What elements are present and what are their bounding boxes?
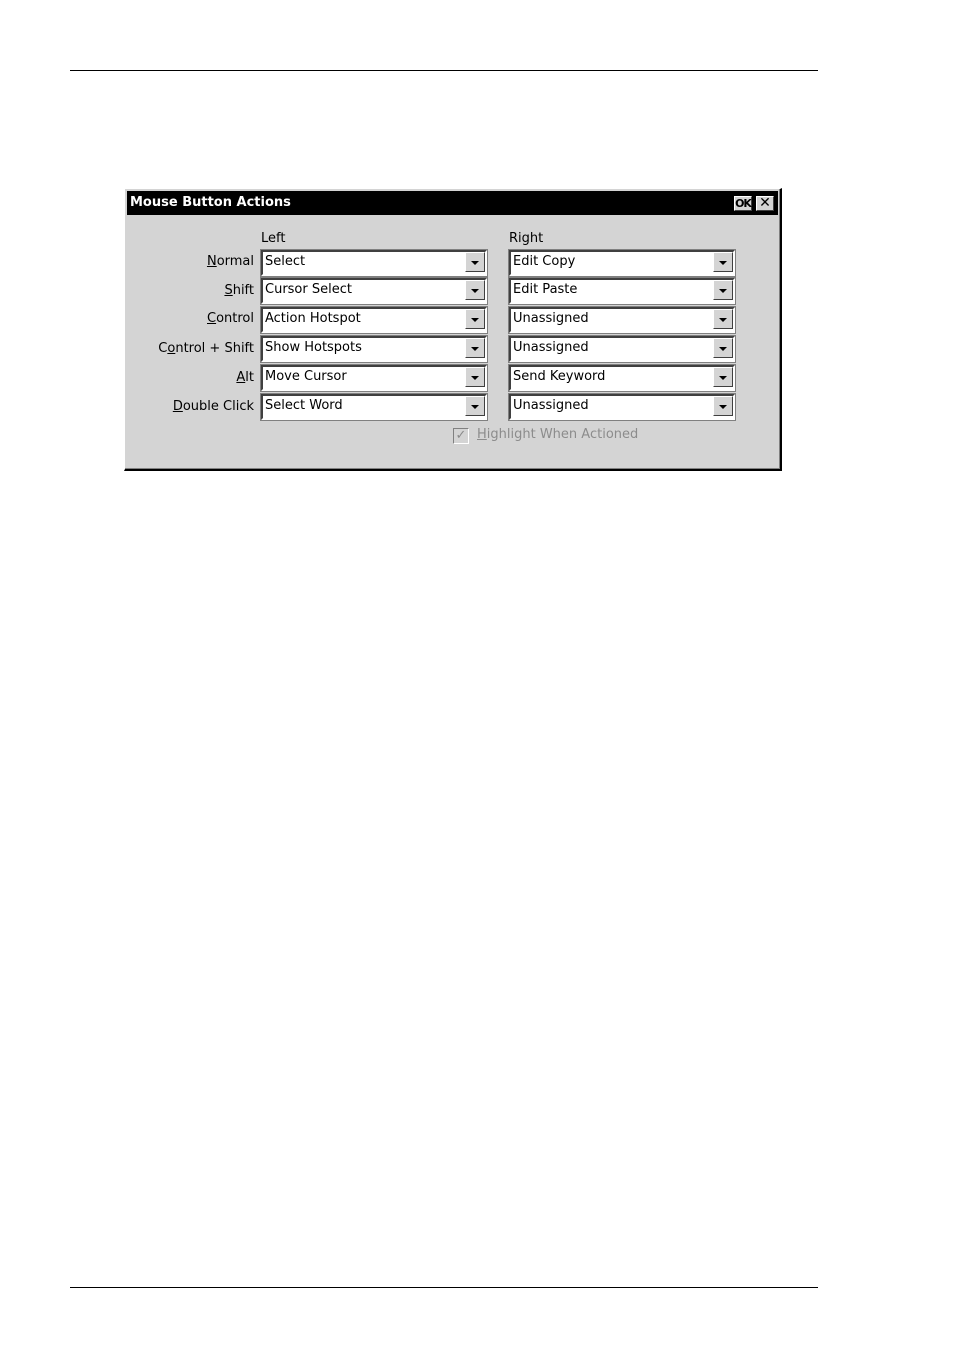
shift-right-value: Edit Paste <box>513 282 578 297</box>
row-label-control-shift-rest: ntrol + Shift <box>175 341 254 356</box>
alt-left-select[interactable] <box>261 365 487 391</box>
dialog-titlebar[interactable] <box>127 191 778 215</box>
normal-right-select[interactable] <box>509 250 735 276</box>
top-rule <box>70 70 818 71</box>
chevron-down-icon[interactable] <box>465 338 485 358</box>
chevron-down-icon[interactable] <box>713 338 733 358</box>
row-label-double-click <box>173 399 254 414</box>
chevron-down-icon[interactable] <box>713 280 733 300</box>
chevron-down-icon[interactable] <box>465 309 485 329</box>
chevron-down-icon[interactable] <box>465 252 485 272</box>
row-label-control <box>207 311 254 326</box>
row-label-alt <box>236 370 254 385</box>
chevron-down-icon[interactable] <box>713 252 733 272</box>
close-icon[interactable]: ✕ <box>756 196 774 211</box>
alt-right-value: Send Keyword <box>513 369 606 384</box>
alt-right-select[interactable] <box>509 365 735 391</box>
check-icon: ✓ <box>455 428 467 443</box>
column-header-left: Left <box>261 231 286 246</box>
control-right-value: Unassigned <box>513 311 589 326</box>
row-label-shift-rest: hift <box>232 283 254 298</box>
normal-left-select[interactable] <box>261 250 487 276</box>
row-label-control-shift-pre: C <box>158 341 168 356</box>
highlight-when-actioned-checkbox[interactable] <box>453 428 469 444</box>
row-label-alt-rest: lt <box>245 370 254 385</box>
shift-left-select[interactable] <box>261 278 487 304</box>
shift-right-select[interactable] <box>509 278 735 304</box>
control-left-value: Action Hotspot <box>265 311 361 326</box>
row-label-double-click-accel: D <box>172 399 183 414</box>
shift-left-value: Cursor Select <box>265 282 352 297</box>
row-label-normal-rest: ormal <box>216 254 254 269</box>
alt-left-value: Move Cursor <box>265 369 347 384</box>
chevron-down-icon[interactable] <box>465 367 485 387</box>
double-click-left-select[interactable] <box>261 394 487 420</box>
chevron-down-icon[interactable] <box>465 396 485 416</box>
double-click-right-value: Unassigned <box>513 398 589 413</box>
dialog-title: Mouse Button Actions <box>130 195 291 210</box>
row-label-control-shift <box>158 341 254 356</box>
row-label-control-accel: C <box>207 311 217 326</box>
row-label-shift <box>224 283 254 298</box>
control-shift-left-value: Show Hotspots <box>265 340 362 355</box>
highlight-when-actioned-label <box>477 427 638 442</box>
chevron-down-icon[interactable] <box>465 280 485 300</box>
control-left-select[interactable] <box>261 307 487 333</box>
column-header-right: Right <box>509 231 544 246</box>
control-shift-right-select[interactable] <box>509 336 735 362</box>
highlight-label-rest: ighlight When Actioned <box>486 427 639 442</box>
normal-right-value: Edit Copy <box>513 254 576 269</box>
control-right-select[interactable] <box>509 307 735 333</box>
double-click-left-value: Select Word <box>265 398 343 413</box>
chevron-down-icon[interactable] <box>713 309 733 329</box>
row-label-shift-accel: S <box>224 283 233 298</box>
row-label-double-click-rest: ouble Click <box>182 399 254 414</box>
ok-button[interactable]: OK <box>735 197 751 210</box>
mouse-button-actions-dialog <box>124 188 782 471</box>
control-shift-left-select[interactable] <box>261 336 487 362</box>
normal-left-value: Select <box>265 254 306 269</box>
row-label-control-shift-accel: o <box>167 341 176 356</box>
row-label-control-rest: ontrol <box>216 311 254 326</box>
row-label-alt-accel: A <box>236 370 246 385</box>
highlight-label-accel: H <box>477 427 487 442</box>
row-label-normal-accel: N <box>206 254 217 269</box>
double-click-right-select[interactable] <box>509 394 735 420</box>
chevron-down-icon[interactable] <box>713 367 733 387</box>
row-label-normal <box>207 254 254 269</box>
chevron-down-icon[interactable] <box>713 396 733 416</box>
bottom-rule <box>70 1287 818 1288</box>
control-shift-right-value: Unassigned <box>513 340 589 355</box>
